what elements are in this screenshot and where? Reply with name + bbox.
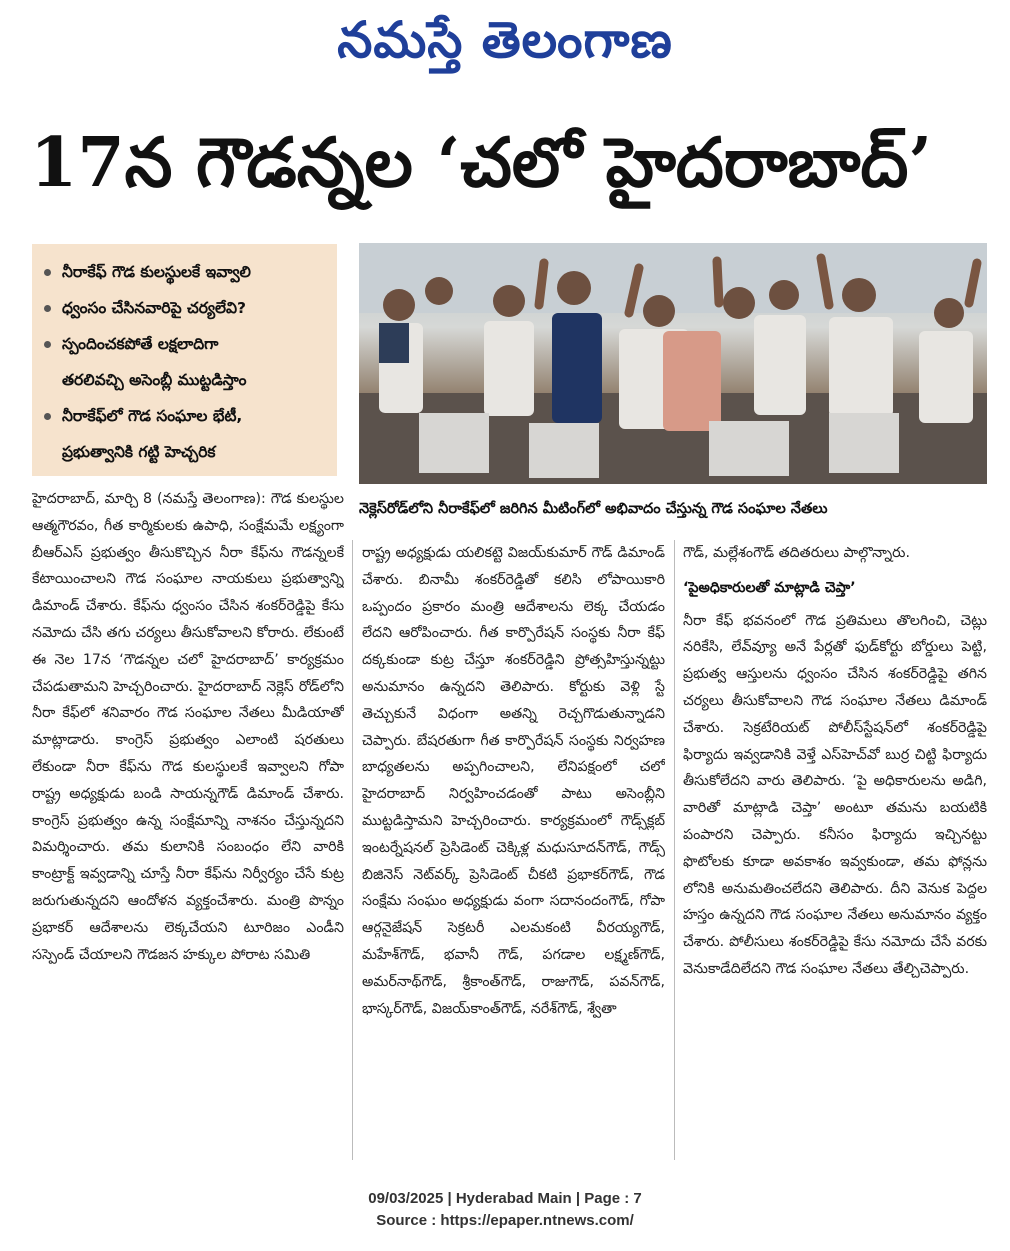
footer-source: Source : https://epaper.ntnews.com/: [376, 1212, 634, 1229]
article-headline: 17న గౌడన్నల ‘చలో హైదరాబాద్’: [30, 123, 933, 203]
article-subheading: ‘పైఅధికారులతో మాట్లాడి చెప్తా’: [683, 579, 856, 596]
article-paragraph: గౌడ్, మల్లేశంగౌడ్ తదితరులు పాల్గొన్నారు.: [683, 545, 910, 561]
article-paragraph: హైదరాబాద్, మార్చి 8 (నమస్తే తెలంగాణ): గౌడ కులస్థుల ఆత్మగౌరవం, గీత కార్మికులకు ఉపాధి, సంక్షేమమే లక్ష్యంగా బీఆర్‌ఎస్ ప్రభుత్వం తీసుకొచ్చిన నీరా కేఫ్‌ను గౌడన్నలకే కేటాయించాలని గౌడ సంఘాల నాయకులు ప్రభుత్వాన్ని డిమాండ్ చేశారు. కేఫ్‌ను ధ్వంసం చేసిన శంకర్‌రెడ్డిపై కేసు నమోదు చేసి తగు చర్యలు తీసుకోవాలని కోరారు. లేకుంటే ఈ నెల 17న ‘గౌడన్నల చలో హైదరాబాద్’ కార్యక్రమం చేపడుతామని హెచ్చరించారు. హైదరాబాద్ నెక్లెస్ రోడ్‌లోని నీరా కేఫ్‌లో శనివారం గౌడ సంఘాల నేతలు మీడియాతో మాట్లాడారు. కాంగ్రెస్ ప్రభుత్వం ఎలాంటి షరతులు లేకుండా నీరా కేఫ్‌ను గౌడ కులస్థులకే ఇవ్వాలని గోపా రాష్ట్ర అధ్యక్షుడు బండి సాయన్నగౌడ్ డిమాండ్ చేశారు. కాంగ్రెస్ ప్రభుత్వం ఉన్న సంక్షేమాన్ని నాశనం చేస్తున్నదని విమర్శించారు. తమ కులానికి సంబంధం లేని వారికి కాంట్రాక్ట్ ఇవ్వడాన్ని చూస్తే నీరా కేఫ్‌ను నిర్వీర్యం చేసే కుట్ర జరుగుతున్నదని ఆందోళన వ్యక్తంచేశారు. మంత్రి పొన్నం ప్రభాకర్ ఆదేశాలను లెక్కచేయని టూరిజం ఎండీని సస్పెండ్ చేయాలని గౌడజన హక్కుల పోరాట సమితి: [32, 491, 344, 963]
article-column-2: [362, 540, 665, 1160]
footer-date-edition: 09/03/2025 | Hyderabad Main | Page : 7: [368, 1190, 642, 1207]
bullet-icon: [44, 269, 51, 276]
article-paragraph: రాష్ట్ర అధ్యక్షుడు యలికట్టె విజయ్‌కుమార్ గౌడ్ డిమాండ్ చేశారు. బినామీ శంకర్‌రెడ్డితో కలిసి లోపాయికారి ఒప్పందం ప్రకారం మంత్రి ఆదేశాలను లెక్క చేయడం లేదని ఆరోపించారు. గీత కార్పొరేషన్ సంస్థకు నీరా కేఫ్ దక్కకుండా కుట్ర చేస్తూ శంకర్‌రెడ్డిని ప్రోత్సహిస్తున్నట్టు అనుమానం ఉన్నదని తెలిపారు. కోర్టుకు వెళ్లి స్టే తెచ్చుకునే విధంగా అతన్ని రెచ్చగొడుతున్నాడని చెప్పారు. బేషరతుగా గీత కార్పొరేషన్ సంస్థకు నిర్వహణ బాధ్యతలను అప్పగించాలని, లేనిపక్షంలో చలో హైదరాబాద్ నిర్వహించడంతో పాటు అసెంబ్లీని ముట్టడిస్తామని హెచ్చరించారు. కార్యక్రమంలో గౌడ్స్‌క్లబ్ ఇంటర్నేషనల్ ప్రెసిడెంట్ చెక్కిళ్ల మధుసూదన్‌గౌడ్, గౌడ్స్ బిజినెస్ నెట్‌వర్క్ ప్రెసిడెంట్ చీకటి ప్రభాకర్‌గౌడ్, గౌడ సంక్షేమ సంఘం అధ్యక్షుడు వంగా సదానందంగౌడ్, గోపా ఆర్గనైజేషన్ సెక్రటరీ ఎలమకంటి వీరయ్యగౌడ్, మహేశ్‌గౌడ్, భవానీ గౌడ్, పగడాల లక్ష్మణ్‌గౌడ్, అమర్‌నాథ్‌గౌడ్, శ్రీకాంత్‌గౌడ్, రాజుగౌడ్, పవన్‌గౌడ్, భాస్కర్‌గౌడ్, విజయ్‌కాంత్‌గౌడ్, నరేశ్‌గౌడ్, శ్వేతా: [362, 545, 665, 1017]
highlight-item: స్పందించకపోతే లక్షలాదిగా: [44, 326, 329, 362]
highlight-item: ధ్వంసం చేసినవారిపై చర్యలేవి?: [44, 290, 329, 326]
highlight-item-continued: ప్రభుత్వానికి గట్టి హెచ్చరిక: [62, 443, 216, 461]
article-column-1: [32, 486, 344, 1186]
highlight-item: నీరాకేఫ్‌లో గౌడ సంఘాల భేటీ,: [44, 398, 329, 434]
column-divider: [674, 540, 675, 1160]
bullet-icon: [44, 413, 51, 420]
column-divider: [352, 540, 353, 1160]
highlight-item-continued: తరలివచ్చి అసెంబ్లీ ముట్టడిస్తాం: [62, 371, 247, 389]
meeting-photo-illustration: [359, 243, 987, 484]
bullet-icon: [44, 305, 51, 312]
bullet-icon: [44, 341, 51, 348]
newspaper-masthead: నమస్తే తెలంగాణ: [337, 11, 673, 69]
meeting-photo: [359, 243, 987, 484]
highlight-item: నీరాకేఫ్ గౌడ కులస్థులకే ఇవ్వాలి: [44, 254, 329, 290]
photo-caption: నెక్లెస్‌రోడ్‌లోని నీరాకేఫ్‌లో జరిగిన మీటింగ్‌లో అభివాదం చేస్తున్న గౌడ సంఘాల నేతలు: [359, 501, 828, 517]
article-paragraph: నీరా కేఫ్ భవనంలో గౌడ ప్రతిమలు తొలగించి, చెట్లు నరికేసి, లేవ్‌వ్యూ అనే పేర్లతో ఫుడ్‌కోర్టు బోర్డులు పెట్టి, ప్రభుత్వ ఆస్తులను ధ్వంసం చేసిన శంకర్‌రెడ్డిపై తగిన చర్యలు తీసుకోవాలని గౌడ సంఘాల నేతలు డిమాండ్ చేశారు. సెక్రటేరియట్ పోలీస్‌స్టేషన్‌లో శంకర్‌రెడ్డిపై ఫిర్యాదు ఇవ్వడానికి వెళ్తే ఎస్‌హెచ్‌వో బుర్ర చిట్టి ఫిర్యాదు తీసుకోలేదని వారు తెలిపారు. ‘పై అధికారులను అడిగి, వారితో మాట్లాడి చెప్తా’ అంటూ తమను బయటికి పంపారని చెప్పారు. కనీసం ఫిర్యాదు ఇచ్చినట్టు ఫొటోలకు కూడా అవకాశం ఇవ్వకుండా, తమ ఫోన్లను లోనికి అనుమతించలేదని తెలిపారు. దీని వెనుక పెద్దల హస్తం ఉన్నదని గౌడ సంఘాల నేతలు అనుమానం వ్యక్తం చేశారు. పోలీసులు శంకర్‌రెడ్డిపై కేసు నమోదు చేసే వరకు వెనుకాడేదిలేదని గౌడ సంఘాల నేతలు తేల్చిచెప్పారు.: [683, 612, 987, 977]
highlights-box: [32, 244, 337, 476]
article-column-3: [683, 540, 987, 1160]
